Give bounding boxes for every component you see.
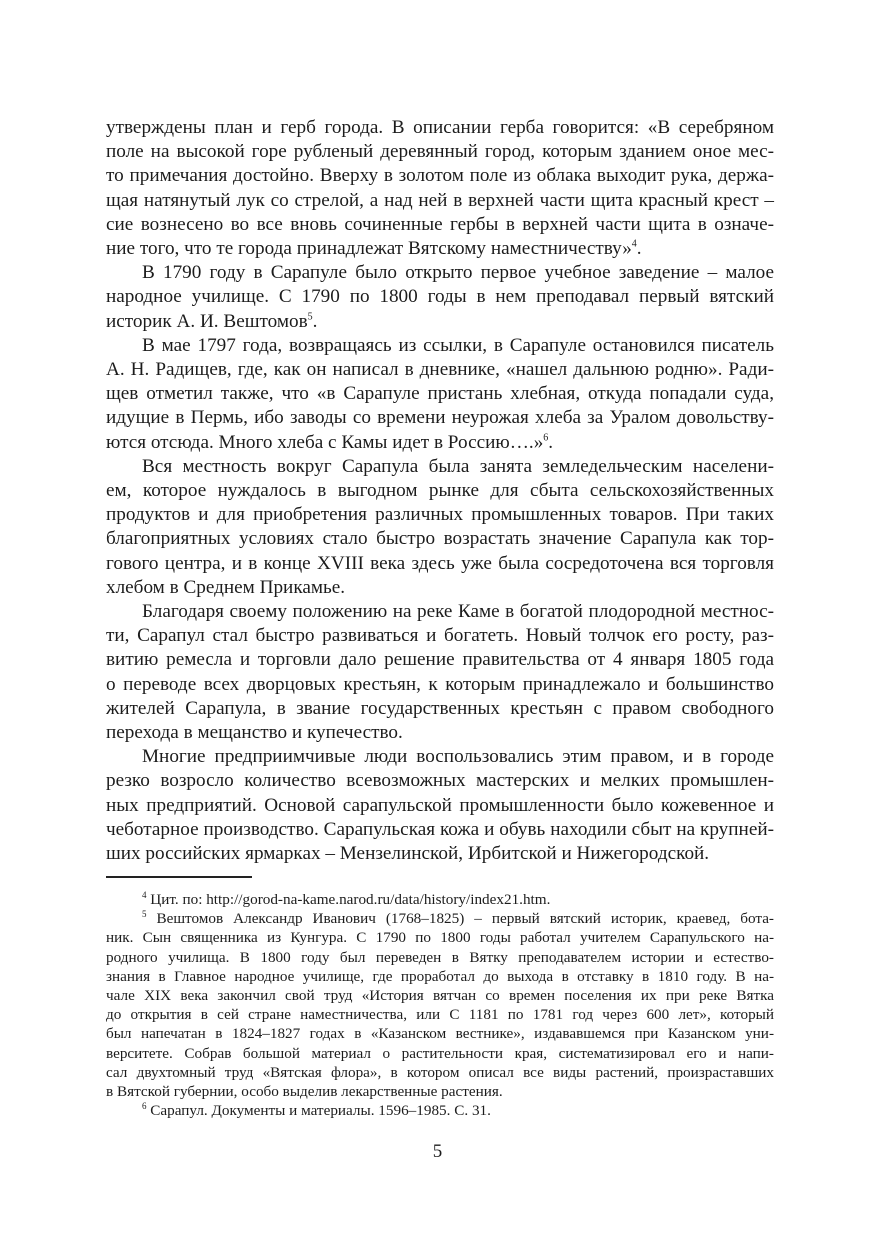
text-fragment: . xyxy=(548,431,554,453)
text-line: продуктов и для приобретения различных промышленных товаров. При таких xyxy=(106,504,774,526)
paragraph-4 xyxy=(106,455,774,600)
text-line: идущие в Пермь, ибо заводы со времени неурожая хлеба за Уралом довольству- xyxy=(106,407,774,429)
text-line: то примечания достойно. Вверху в золотом поле из облака выходит рука, держа- xyxy=(106,165,774,187)
text-line: В 1790 году в Сарапуле было открыто первое учебное заведение – малое xyxy=(142,262,774,284)
main-text xyxy=(106,116,774,866)
text-line xyxy=(106,1101,774,1120)
text-fragment: Вештомов Александр Иванович (1768–1825) – первый вятский историк, краевед, бота- xyxy=(156,910,774,928)
text-line: поле на высокой горе рубленый деревянный город, которым зданием оное мес- xyxy=(106,141,774,163)
text-line xyxy=(106,890,774,909)
text-line: утверждены план и герб города. В описании герба говорится: «В серебряном xyxy=(106,117,774,138)
text-fragment: ются отсюда. Много хлеба с Камы идет в Россию….» xyxy=(106,431,544,453)
text-line: резко возросло количество всевозможных мастерских и мелких промышлен- xyxy=(106,770,774,792)
text-line: о переводе всех дворцовых крестьян, к которым принадлежало и большинство xyxy=(106,673,774,695)
text-fragment: ние того, что те города принадлежат Вятскому наместничеству» xyxy=(106,238,632,260)
footnote-ref[interactable]: 4 xyxy=(631,238,637,250)
text-line: В мае 1797 года, возвращаясь из ссылки, в Сарапуле остановился писатель xyxy=(142,334,774,356)
text-line: народное училище. С 1790 по 1800 годы в нем преподавал первый вятский xyxy=(106,286,774,308)
text-line: ти, Сарапул стал быстро развиваться и богатеть. Новый толчок его росту, раз- xyxy=(106,625,774,647)
text-line: ем, которое нуждалось в выгодном рынке для сбыта сельскохозяйственных xyxy=(106,480,774,502)
text-line: Вся местность вокруг Сарапула была занята земледельческим населени- xyxy=(142,455,774,477)
text-line: сие вознесено во все вновь сочиненные гербы в верхней части щита в означе- xyxy=(106,213,774,235)
page-number: 5 xyxy=(432,1141,443,1162)
footnote-marker: 4 xyxy=(142,889,147,900)
text-line: А. Н. Радищев, где, как он написал в дневнике, «нашел дальнюю родню». Ради- xyxy=(106,359,774,381)
text-line: ник. Сын священника из Кунгура. С 1790 по 1800 годы работал учителем Сарапульского на- xyxy=(106,929,774,947)
text-line: ных предприятий. Основой сарапульской промышленности было кожевенное и xyxy=(106,794,774,816)
text-fragment: Сарапул. Документы и материалы. 1596–1985. С. 31. xyxy=(150,1102,491,1120)
text-line xyxy=(106,431,774,455)
footnote-5 xyxy=(106,909,774,1101)
text-line: щев отметил также, что «в Сарапуле пристань хлебная, откуда попадали суда, xyxy=(106,383,774,405)
text-line: знания в Главное народное училище, где проработал до выхода в отставку в 1810 году. В на- xyxy=(106,967,774,985)
text-line: чеботарное производство. Сарапульская кожа и обувь находили сбыт на крупней- xyxy=(106,818,774,840)
text-line: витию ремесла и торговли дало решение правительства от 4 января 1805 года xyxy=(106,649,774,671)
text-line: ших российских ярмарках – Мензелинской, Ирбитской и Нижегородской. xyxy=(106,843,710,865)
text-line xyxy=(106,909,774,928)
text-fragment: . xyxy=(636,238,642,260)
text-line: был напечатан в 1824–1827 годах в «Казанском вестнике», издававшемся при Казанском уни- xyxy=(106,1025,774,1043)
text-line: до открытия в сей стране наместничества, или С 1181 по 1781 год через 600 лет», который xyxy=(106,1006,774,1024)
footnote-ref[interactable]: 5 xyxy=(307,311,313,323)
text-line: хлебом в Среднем Прикамье. xyxy=(106,576,346,598)
text-line: в Вятской губернии, особо выделив лекарственные растения. xyxy=(106,1083,503,1101)
paragraph-6 xyxy=(106,745,774,866)
footnote-6 xyxy=(106,1101,774,1120)
footnote-marker: 5 xyxy=(142,909,147,920)
text-fragment: . xyxy=(312,310,318,332)
footnote-ref[interactable]: 6 xyxy=(543,432,549,444)
text-line: щая натянутый лук со стрелой, а над ней в верхней части щита красный крест – xyxy=(106,189,774,211)
footnotes xyxy=(106,890,774,1120)
text-line: гового центра, и в конце XVIII века здесь уже была сосредоточена вся торговля xyxy=(106,552,774,574)
paragraph-3 xyxy=(106,334,774,455)
paragraph-5 xyxy=(106,600,774,745)
text-line: Многие предприимчивые люди воспользовались этим правом, и в городе xyxy=(142,746,774,768)
text-line: Благодаря своему положению на реке Каме в богатой плодородной местнос- xyxy=(142,601,774,623)
text-line: жителей Сарапула, в звание государственных крестьян с правом свободного xyxy=(106,697,774,719)
text-line xyxy=(106,310,774,334)
footnote-4 xyxy=(106,890,774,909)
text-line: чале XIX века закончил свой труд «История вятчан со времен поселения их при реке Вятка xyxy=(106,987,774,1005)
text-line: благоприятных условиях стало быстро возрастать значение Сарапула как тор- xyxy=(106,528,774,550)
paragraph-2 xyxy=(106,261,774,334)
text-fragment: Цит. по: http://gorod-na-kame.narod.ru/data/history/index21.htm. xyxy=(150,891,551,908)
paragraph-1 xyxy=(106,116,774,261)
text-fragment: историк А. И. Вештомов xyxy=(106,310,308,332)
text-line xyxy=(106,237,774,261)
text-line: родного училища. В 1800 году был переведен в Вятку преподавателем истории и естество- xyxy=(106,948,774,966)
text-line: сал двухтомный труд «Вятская флора», в котором описал все виды растений, произраставших xyxy=(106,1063,774,1081)
text-line: перехода в мещанство и купечество. xyxy=(106,722,403,744)
footnote-marker: 6 xyxy=(142,1101,147,1112)
text-line: верситете. Собрав большой материал о растительности края, систематизировал его и напи- xyxy=(106,1044,774,1062)
footnote-separator xyxy=(106,876,252,878)
